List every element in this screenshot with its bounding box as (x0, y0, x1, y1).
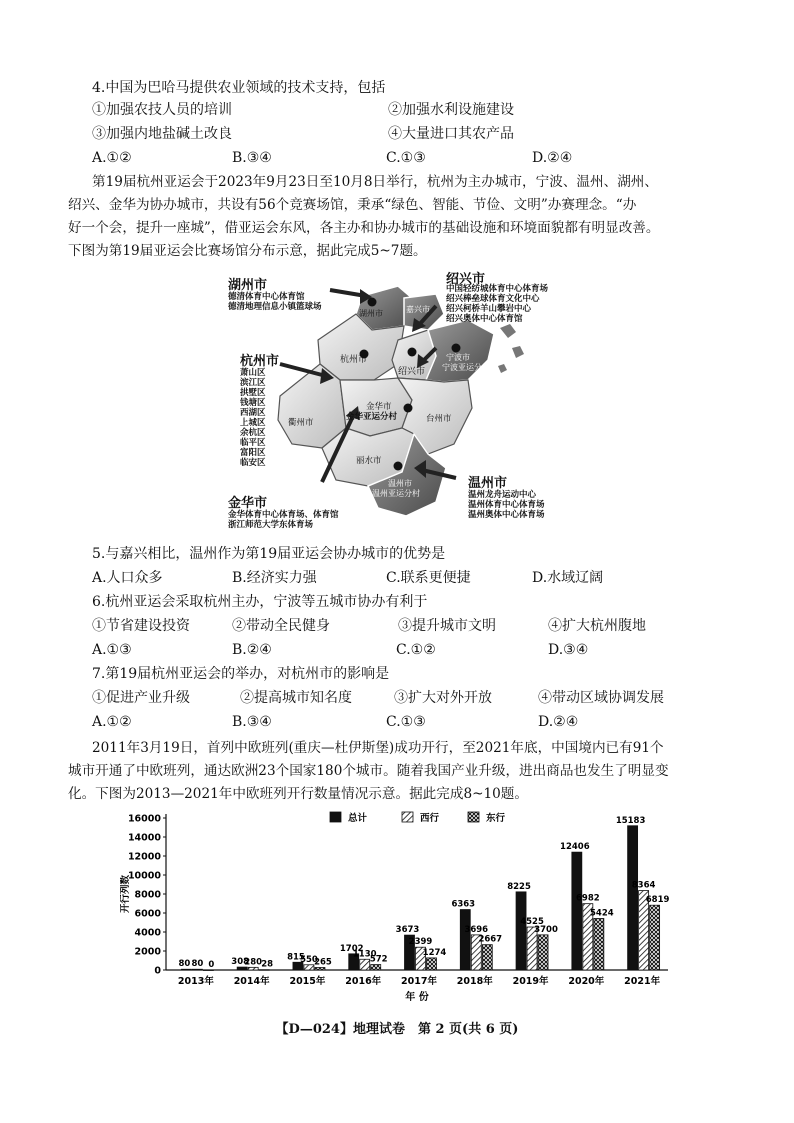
bar-eastbound (538, 935, 548, 970)
data-label-westbound: 280 (244, 957, 263, 968)
q6-item-1: ①节省建设投资 (92, 618, 190, 634)
wenzhou-venue: 温州龙舟运动中心 (468, 490, 537, 500)
x-tick-label: 2019年 (512, 976, 549, 987)
data-label-eastbound: 3700 (534, 924, 558, 935)
data-label-westbound: 3696 (464, 924, 489, 935)
data-label-total: 1702 (339, 943, 364, 954)
legend-swatch-eastbound (468, 812, 479, 822)
data-label-westbound: 1130 (352, 949, 377, 960)
data-label-total: 6363 (451, 899, 476, 910)
hangzhou-district: 萧山区 (240, 368, 266, 378)
y-tick-label: 6000 (134, 908, 161, 920)
data-label-total: 15183 (615, 815, 646, 826)
bar-eastbound (315, 967, 325, 970)
legend-swatch-total (330, 812, 341, 822)
y-tick-label: 14000 (127, 832, 161, 844)
q6-item-4: ④扩大杭州腹地 (548, 618, 646, 634)
jinhua-venue: 金华体育中心体育场、体育馆 (228, 510, 339, 520)
bar-total (181, 969, 191, 970)
bar-eastbound (203, 970, 213, 971)
inner-label-quzhou: 衢州市 (288, 418, 314, 428)
bar-eastbound (371, 965, 381, 970)
passage2-line-2: 城市开通了中欧班列，通达欧洲23个国家180个城市。随着我国产业升级，进出商品也发生了明显变 (68, 763, 669, 779)
asian-games-venue-map (222, 268, 572, 538)
data-label-westbound: 8364 (631, 880, 656, 891)
inner-label-hangzhou: 杭州市 (340, 355, 368, 365)
hangzhou-district: 临安区 (240, 458, 266, 468)
data-label-eastbound: 28 (261, 959, 274, 970)
q5-stem: 5.与嘉兴相比，温州作为第19届亚运会协办城市的优势是 (92, 546, 446, 562)
data-label-total: 8225 (507, 881, 531, 892)
inner-label-jinhua-sub: 金华亚运分村 (346, 412, 398, 422)
data-label-westbound: 6982 (575, 893, 600, 904)
shaoxing-title: 绍兴市 (446, 272, 486, 287)
bar-eastbound (427, 958, 437, 970)
hangzhou-district: 滨江区 (240, 378, 266, 388)
q7-option-b: B.③④ (232, 714, 272, 730)
data-label-westbound: 550 (300, 954, 318, 965)
q4-option-b: B.③④ (232, 150, 272, 166)
bar-westbound (248, 967, 258, 970)
q4-item-4: ④大量进口其农产品 (388, 126, 514, 142)
q4-stem: 4.中国为巴哈马提供农业领域的技术支持，包括 (92, 80, 386, 96)
q4-item-1: ①加强农技人员的培训 (92, 102, 232, 118)
bar-total (628, 826, 638, 970)
hangzhou-district: 西湖区 (240, 408, 266, 418)
q7-option-c: C.①③ (386, 714, 426, 730)
y-tick-label: 16000 (127, 813, 161, 825)
hangzhou-district: 余杭区 (240, 428, 266, 438)
bar-total (516, 892, 526, 970)
passage1-line-4: 下图为第19届亚运会比赛场馆分布示意，据此完成5~7题。 (68, 243, 427, 259)
hangzhou-title: 杭州市 (240, 354, 280, 369)
q6-item-2: ②带动全民健身 (232, 618, 330, 634)
jinhua-venue: 浙江师范大学东体育场 (228, 520, 314, 530)
q7-item-1: ①促进产业升级 (92, 690, 190, 706)
huzhou-venue: 德清地理信息小镇篮球场 (228, 302, 322, 312)
q6-option-a: A.①③ (92, 642, 132, 658)
bar-total (572, 852, 582, 970)
shaoxing-venue: 中国轻纺城体育中心体育场 (446, 284, 549, 294)
bar-total (460, 910, 470, 970)
hangzhou-district: 临平区 (240, 438, 266, 448)
q4-item-2: ②加强水利设施建设 (388, 102, 514, 118)
q6-item-3: ③提升城市文明 (398, 618, 496, 634)
wenzhou-venue: 温州奥体中心体育场 (468, 510, 545, 520)
inner-label-wenzhou: 温州市 (388, 479, 412, 488)
y-tick-label: 0 (154, 965, 161, 977)
inner-label-shaoxing: 绍兴市 (398, 367, 426, 377)
huzhou-venue: 德清体育中心体育馆 (228, 292, 305, 302)
data-label-total: 3673 (395, 925, 420, 936)
chart-svg (120, 808, 680, 1008)
data-label-eastbound: 2667 (478, 934, 503, 945)
page-footer: 【D—024】地理试卷 第 2 页(共 6 页) (275, 1022, 519, 1037)
hangzhou-district: 钱塘区 (240, 398, 266, 408)
y-tick-label: 8000 (134, 889, 161, 901)
bar-westbound (360, 959, 370, 970)
shaoxing-venue: 绍兴棒垒球体育文化中心 (446, 294, 540, 304)
q7-item-3: ③扩大对外开放 (394, 690, 492, 706)
inner-label-lishui: 丽水市 (356, 456, 382, 466)
passage2-line-1: 2011年3月19日，首列中欧班列(重庆—杜伊斯堡)成功开行，至2021年底，中国境内已有91个 (92, 740, 664, 756)
data-label-total: 80 (178, 959, 191, 970)
inner-label-ningbo: 宁波市 (446, 353, 470, 362)
q4-option-a: A.①② (92, 150, 132, 166)
passage1-line-1: 第19届杭州亚运会于2023年9月23日至10月8日举行，杭州为主办城市，宁波、温州、湖州、 (92, 174, 658, 190)
bar-westbound (304, 965, 314, 970)
y-tick-label: 4000 (134, 927, 161, 939)
x-axis-title: 年 份 (405, 992, 429, 1003)
inner-label-huzhou: 湖州市 (359, 309, 383, 318)
data-label-total: 12406 (560, 842, 590, 853)
china-europe-railway-chart (120, 808, 680, 1008)
passage2-line-3: 化。下图为2013—2021年中欧班列开行数量情况示意。据此完成8~10题。 (68, 786, 528, 802)
y-axis-title: 开行列数 (120, 874, 131, 914)
inner-label-wenzhou-sub: 温州亚运分村 (372, 489, 420, 498)
q5-option-c: C.联系更便捷 (386, 570, 471, 586)
bar-eastbound (482, 945, 492, 970)
bar-eastbound (650, 905, 660, 970)
bar-westbound (192, 969, 202, 970)
data-label-eastbound: 572 (369, 954, 388, 965)
bar-total (237, 967, 247, 970)
x-tick-label: 2021年 (624, 976, 661, 987)
hangzhou-district: 上城区 (240, 418, 266, 428)
inner-label-jiaxing: 嘉兴市 (406, 305, 430, 314)
jinhua-title: 金华市 (228, 496, 268, 511)
q5-option-a: A.人口众多 (92, 570, 163, 586)
q6-option-c: C.①② (396, 642, 436, 658)
q7-item-2: ②提高城市知名度 (240, 690, 352, 706)
bar-eastbound (594, 918, 604, 970)
data-label-westbound: 80 (191, 959, 204, 970)
q7-option-a: A.①② (92, 714, 132, 730)
huzhou-title: 湖州市 (228, 278, 268, 293)
data-label-eastbound: 0 (208, 960, 215, 970)
wenzhou-venue: 温州体育中心体育场 (468, 500, 545, 510)
x-tick-label: 2017年 (401, 976, 437, 987)
wenzhou-title: 温州市 (468, 476, 508, 491)
legend-label-total: 总计 (348, 813, 368, 824)
q4-item-3: ③加强内地盐碱土改良 (92, 126, 232, 142)
inner-label-ningbo-sub: 宁波亚运分村 (442, 363, 490, 372)
x-tick-label: 2020年 (568, 976, 605, 987)
legend-label-eastbound: 东行 (486, 813, 506, 824)
x-tick-label: 2016年 (345, 976, 382, 987)
bar-eastbound (259, 970, 269, 971)
hangzhou-district: 拱墅区 (240, 388, 266, 398)
x-tick-label: 2015年 (289, 976, 326, 987)
legend-swatch-westbound (402, 812, 413, 822)
data-label-total: 815 (287, 952, 305, 963)
passage1-line-3: 好一个会，提升一座城”，借亚运会东风，各主办和协办城市的基础设施和环境面貌都有明显改善。 (68, 220, 660, 236)
y-tick-label: 10000 (127, 870, 161, 882)
shaoxing-venue: 绍兴柯桥羊山攀岩中心 (446, 304, 532, 314)
quzhou-region (278, 364, 346, 448)
shaoxing-venue: 绍兴奥体中心体育馆 (446, 314, 523, 324)
q4-option-d: D.②④ (532, 150, 573, 166)
q6-option-b: B.②④ (232, 642, 272, 658)
q6-option-d: D.③④ (548, 642, 589, 658)
q7-option-d: D.②④ (538, 714, 579, 730)
q5-option-b: B.经济实力强 (232, 570, 317, 586)
inner-label-jinhua: 金华市 (366, 402, 392, 412)
q5-option-d: D.水域辽阔 (532, 570, 604, 586)
data-label-eastbound: 1274 (422, 947, 447, 958)
legend-label-westbound: 西行 (420, 813, 440, 824)
data-label-westbound: 4525 (520, 917, 544, 928)
data-label-eastbound: 6819 (645, 895, 670, 906)
x-tick-label: 2018年 (456, 976, 493, 987)
data-label-eastbound: 265 (314, 957, 332, 968)
inner-label-taizhou: 台州市 (426, 414, 452, 424)
q6-stem: 6.杭州亚运会采取杭州主办，宁波等五城市协办有利于 (92, 594, 428, 610)
q4-option-c: C.①③ (386, 150, 426, 166)
data-label-total: 308 (231, 957, 250, 968)
y-tick-label: 2000 (134, 946, 161, 958)
x-tick-label: 2013年 (177, 976, 214, 987)
passage1-line-2: 绍兴、金华为协办城市，共设有56个竞赛场馆，秉承“绿色、智能、节俭、文明”办赛理念。“办 (68, 197, 637, 213)
q7-item-4: ④带动区域协调发展 (538, 690, 664, 706)
q7-stem: 7.第19届杭州亚运会的举办，对杭州市的影响是 (92, 666, 390, 682)
x-tick-label: 2014年 (233, 976, 270, 987)
hangzhou-district: 富阳区 (240, 448, 266, 458)
data-label-westbound: 2399 (408, 937, 433, 948)
y-tick-label: 12000 (127, 851, 161, 863)
data-label-eastbound: 5424 (589, 908, 614, 919)
